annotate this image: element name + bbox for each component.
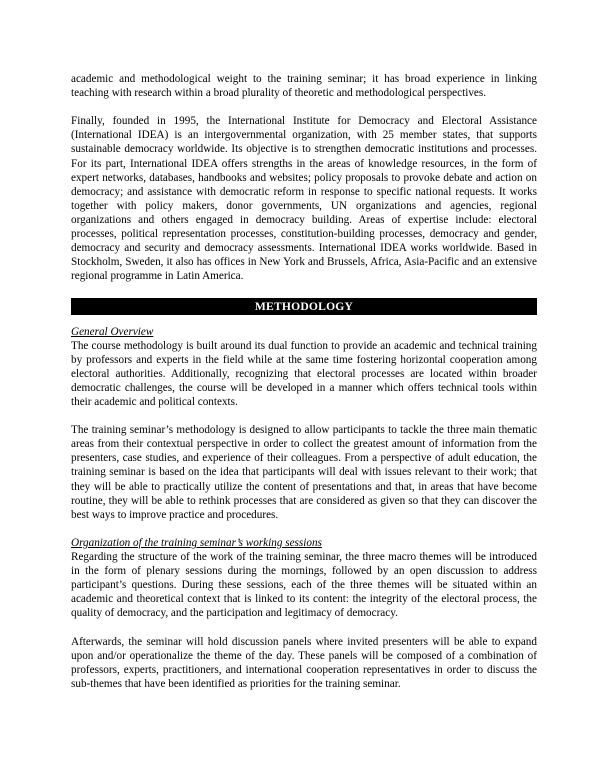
document-page [71, 72, 537, 705]
intro-paragraph-continued: academic and methodological weight to the training seminar; it has broad experience in linking teaching with research within a broad plurality of theoretic and methodological perspectives. [71, 73, 537, 100]
organization-paragraph-1: Regarding the structure of the work of the training seminar, the three macro themes will be introduced in the form of plenary sessions during the mornings, followed by an open discussion to address participant’s questions. During these sessions, each of the three themes will be situated within an academic and theoretical context that is linked to its content: the integrity of the electoral process, the quality of democracy, and the participation and legitimacy of democracy. [71, 551, 537, 620]
organization-heading: Organization of the training seminar’s working sessions [71, 536, 322, 549]
organization-paragraph-2: Afterwards, the seminar will hold discussion panels where invited presenters will be able to expand upon and/or operationalize the theme of the day. These panels will be composed of a combination of professors, experts, practitioners, and international cooperation representatives in order to discuss the sub-themes that have been identified as priorities for the training seminar. [71, 635, 537, 690]
methodology-section-header: METHODOLOGY [71, 298, 537, 315]
international-idea-paragraph: Finally, founded in 1995, the International Institute for Democracy and Electoral Assistance (International IDEA) is an intergovernmental organization, with 25 member states, that supports sustainable democracy worldwide. Its objective is to strengthen democratic institutions and processes. For its part, International IDEA offers strengths in the areas of knowledge resources, in the form of expert networks, databases, handbooks and websites; policy proposals to provoke debate and action on democracy; and assistance with democratic reform in response to specific national requests. It works together with policy makers, donor governments, UN organizations and agencies, regional organizations and others engaged in democracy building. Areas of expertise include: electoral processes, political representation processes, constitution-building processes, democracy and gender, democracy and security and democracy assessments. International IDEA works worldwide. Based in Stockholm, Sweden, it also has offices in New York and Brussels, Africa, Asia-Pacific and an extensive regional programme in Latin America. [71, 115, 537, 283]
general-overview-paragraph-2: The training seminar’s methodology is designed to allow participants to tackle the three main thematic areas from their contextual perspective in order to collect the greatest amount of information from the presenters, case studies, and experience of their colleagues. From a perspective of adult education, the training seminar is based on the idea that participants will deal with issues relevant to their work; that they will be able to practically utilize the content of presentations and that, in areas that have become routine, they will be able to rethink processes that are considered as given so that they can discover the best ways to improve practice and procedures. [71, 424, 537, 521]
general-overview-heading: General Overview [71, 325, 154, 338]
general-overview-paragraph-1: The course methodology is built around its dual function to provide an academic and technical training by professors and experts in the field while at the same time fostering horizontal cooperation among electoral authorities. Additionally, recognizing that electoral processes are located within broader democratic challenges, the course will be developed in a manner which offers technical tools within their academic and political contexts. [71, 339, 537, 408]
